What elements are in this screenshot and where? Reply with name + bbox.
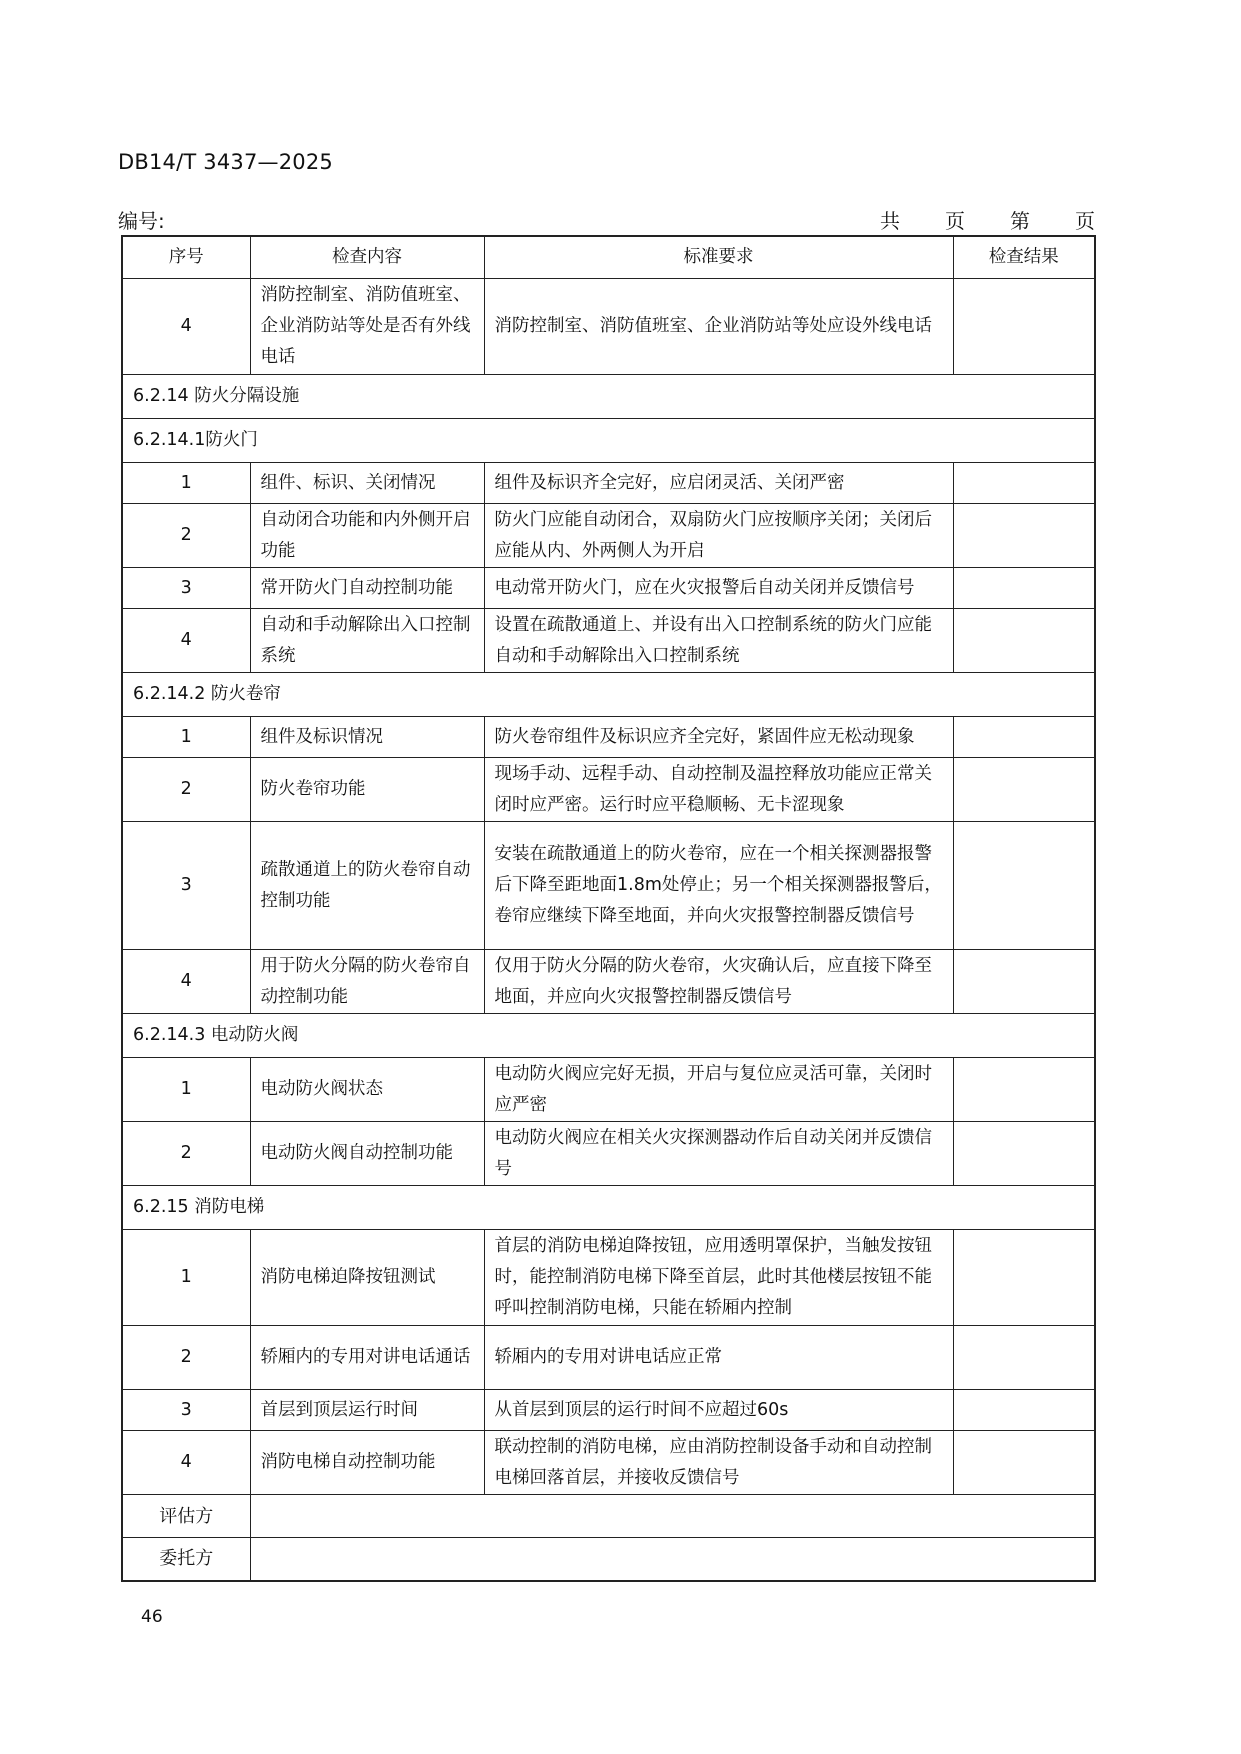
table-row bbox=[122, 822, 1095, 950]
table-row bbox=[122, 463, 1095, 504]
row-no: 4 bbox=[122, 950, 250, 1014]
page-current-suffix: 页 bbox=[1075, 209, 1095, 233]
table-row bbox=[122, 1390, 1095, 1431]
signature-field-client[interactable] bbox=[250, 1538, 1095, 1581]
row-result-cell[interactable] bbox=[953, 822, 1095, 950]
row-no: 3 bbox=[122, 822, 250, 950]
section-title: 6.2.14.2 防火卷帘 bbox=[122, 673, 1095, 717]
row-no: 1 bbox=[122, 1230, 250, 1326]
row-no: 2 bbox=[122, 504, 250, 568]
section-title: 6.2.14 防火分隔设施 bbox=[122, 375, 1095, 419]
row-requirement: 仅用于防火分隔的防火卷帘，火灾确认后，应直接下降至地面，并应向火灾报警控制器反馈信号 bbox=[484, 950, 953, 1014]
row-no: 2 bbox=[122, 1122, 250, 1186]
signature-row-assessor bbox=[122, 1495, 1095, 1538]
row-no: 3 bbox=[122, 568, 250, 609]
page-total-suffix: 页 bbox=[945, 209, 965, 233]
row-no: 4 bbox=[122, 279, 250, 375]
col-header-no: 序号 bbox=[122, 236, 250, 279]
table-row bbox=[122, 1326, 1095, 1390]
page-total-prefix: 共 bbox=[880, 209, 900, 233]
standard-code: DB14/T 3437—2025 bbox=[118, 150, 333, 174]
table-row bbox=[122, 758, 1095, 822]
row-content: 常开防火门自动控制功能 bbox=[250, 568, 484, 609]
row-requirement: 首层的消防电梯迫降按钮，应用透明罩保护，当触发按钮时，能控制消防电梯下降至首层，此时其他楼层按钮不能呼叫控制消防电梯，只能在轿厢内控制 bbox=[484, 1230, 953, 1326]
row-no: 2 bbox=[122, 758, 250, 822]
table-row bbox=[122, 1058, 1095, 1122]
row-content: 消防电梯自动控制功能 bbox=[250, 1431, 484, 1495]
row-requirement: 电动防火阀应完好无损，开启与复位应灵活可靠，关闭时应严密 bbox=[484, 1058, 953, 1122]
row-result-cell[interactable] bbox=[953, 1431, 1095, 1495]
row-no: 4 bbox=[122, 1431, 250, 1495]
section-title: 6.2.14.1防火门 bbox=[122, 419, 1095, 463]
section-title: 6.2.15 消防电梯 bbox=[122, 1186, 1095, 1230]
row-content: 电动防火阀自动控制功能 bbox=[250, 1122, 484, 1186]
row-no: 3 bbox=[122, 1390, 250, 1431]
row-content: 首层到顶层运行时间 bbox=[250, 1390, 484, 1431]
section-title: 6.2.14.3 电动防火阀 bbox=[122, 1014, 1095, 1058]
row-content: 组件及标识情况 bbox=[250, 717, 484, 758]
section-row bbox=[122, 1186, 1095, 1230]
row-content: 自动和手动解除出入口控制系统 bbox=[250, 609, 484, 673]
row-requirement: 联动控制的消防电梯，应由消防控制设备手动和自动控制电梯回落首层，并接收反馈信号 bbox=[484, 1431, 953, 1495]
table-row bbox=[122, 1230, 1095, 1326]
row-result-cell[interactable] bbox=[953, 1058, 1095, 1122]
table-row bbox=[122, 609, 1095, 673]
row-requirement: 电动常开防火门，应在火灾报警后自动关闭并反馈信号 bbox=[484, 568, 953, 609]
row-requirement: 轿厢内的专用对讲电话应正常 bbox=[484, 1326, 953, 1390]
table-row bbox=[122, 279, 1095, 375]
row-result-cell[interactable] bbox=[953, 950, 1095, 1014]
row-content: 消防控制室、消防值班室、企业消防站等处是否有外线电话 bbox=[250, 279, 484, 375]
row-result-cell[interactable] bbox=[953, 504, 1095, 568]
row-content: 自动闭合功能和内外侧开启功能 bbox=[250, 504, 484, 568]
row-no: 4 bbox=[122, 609, 250, 673]
row-content: 轿厢内的专用对讲电话通话 bbox=[250, 1326, 484, 1390]
row-content: 电动防火阀状态 bbox=[250, 1058, 484, 1122]
row-no: 1 bbox=[122, 463, 250, 504]
row-result-cell[interactable] bbox=[953, 717, 1095, 758]
row-no: 1 bbox=[122, 1058, 250, 1122]
table-row bbox=[122, 568, 1095, 609]
signature-field-assessor[interactable] bbox=[250, 1495, 1095, 1538]
row-requirement: 安装在疏散通道上的防火卷帘，应在一个相关探测器报警后下降至距地面1.8m处停止；另一个相关探测器报警后，卷帘应继续下降至地面，并向火灾报警控制器反馈信号 bbox=[484, 822, 953, 950]
page-current-prefix: 第 bbox=[1010, 209, 1030, 233]
row-content: 消防电梯迫降按钮测试 bbox=[250, 1230, 484, 1326]
form-number-label: 编号: bbox=[118, 209, 165, 233]
row-result-cell[interactable] bbox=[953, 568, 1095, 609]
signature-row-client bbox=[122, 1538, 1095, 1581]
inspection-table bbox=[121, 235, 1096, 1582]
row-requirement: 防火卷帘组件及标识应齐全完好，紧固件应无松动现象 bbox=[484, 717, 953, 758]
row-no: 2 bbox=[122, 1326, 250, 1390]
row-result-cell[interactable] bbox=[953, 1326, 1095, 1390]
section-row bbox=[122, 419, 1095, 463]
row-content: 疏散通道上的防火卷帘自动控制功能 bbox=[250, 822, 484, 950]
table-row bbox=[122, 504, 1095, 568]
row-no: 1 bbox=[122, 717, 250, 758]
table-row bbox=[122, 1122, 1095, 1186]
row-requirement: 现场手动、远程手动、自动控制及温控释放功能应正常关闭时应严密。运行时应平稳顺畅、无卡涩现象 bbox=[484, 758, 953, 822]
section-row bbox=[122, 673, 1095, 717]
col-header-requirement: 标准要求 bbox=[484, 236, 953, 279]
row-content: 用于防火分隔的防火卷帘自动控制功能 bbox=[250, 950, 484, 1014]
row-result-cell[interactable] bbox=[953, 463, 1095, 504]
row-requirement: 从首层到顶层的运行时间不应超过60s bbox=[484, 1390, 953, 1431]
signature-label-assessor: 评估方 bbox=[122, 1495, 250, 1538]
row-result-cell[interactable] bbox=[953, 279, 1095, 375]
table-row bbox=[122, 1431, 1095, 1495]
row-requirement: 防火门应能自动闭合，双扇防火门应按顺序关闭；关闭后应能从内、外两侧人为开启 bbox=[484, 504, 953, 568]
section-row bbox=[122, 375, 1095, 419]
row-content: 组件、标识、关闭情况 bbox=[250, 463, 484, 504]
page-count-info bbox=[880, 205, 1095, 234]
row-result-cell[interactable] bbox=[953, 1230, 1095, 1326]
table-header-row bbox=[122, 236, 1095, 279]
col-header-result: 检查结果 bbox=[953, 236, 1095, 279]
section-row bbox=[122, 1014, 1095, 1058]
row-requirement: 设置在疏散通道上、并设有出入口控制系统的防火门应能自动和手动解除出入口控制系统 bbox=[484, 609, 953, 673]
signature-label-client: 委托方 bbox=[122, 1538, 250, 1581]
row-content: 防火卷帘功能 bbox=[250, 758, 484, 822]
row-result-cell[interactable] bbox=[953, 609, 1095, 673]
table-row bbox=[122, 717, 1095, 758]
row-requirement: 消防控制室、消防值班室、企业消防站等处应设外线电话 bbox=[484, 279, 953, 375]
row-requirement: 电动防火阀应在相关火灾探测器动作后自动关闭并反馈信号 bbox=[484, 1122, 953, 1186]
col-header-content: 检查内容 bbox=[250, 236, 484, 279]
row-result-cell[interactable] bbox=[953, 1390, 1095, 1431]
row-result-cell[interactable] bbox=[953, 758, 1095, 822]
row-result-cell[interactable] bbox=[953, 1122, 1095, 1186]
row-requirement: 组件及标识齐全完好，应启闭灵活、关闭严密 bbox=[484, 463, 953, 504]
table-row bbox=[122, 950, 1095, 1014]
page-number: 46 bbox=[141, 1607, 163, 1627]
